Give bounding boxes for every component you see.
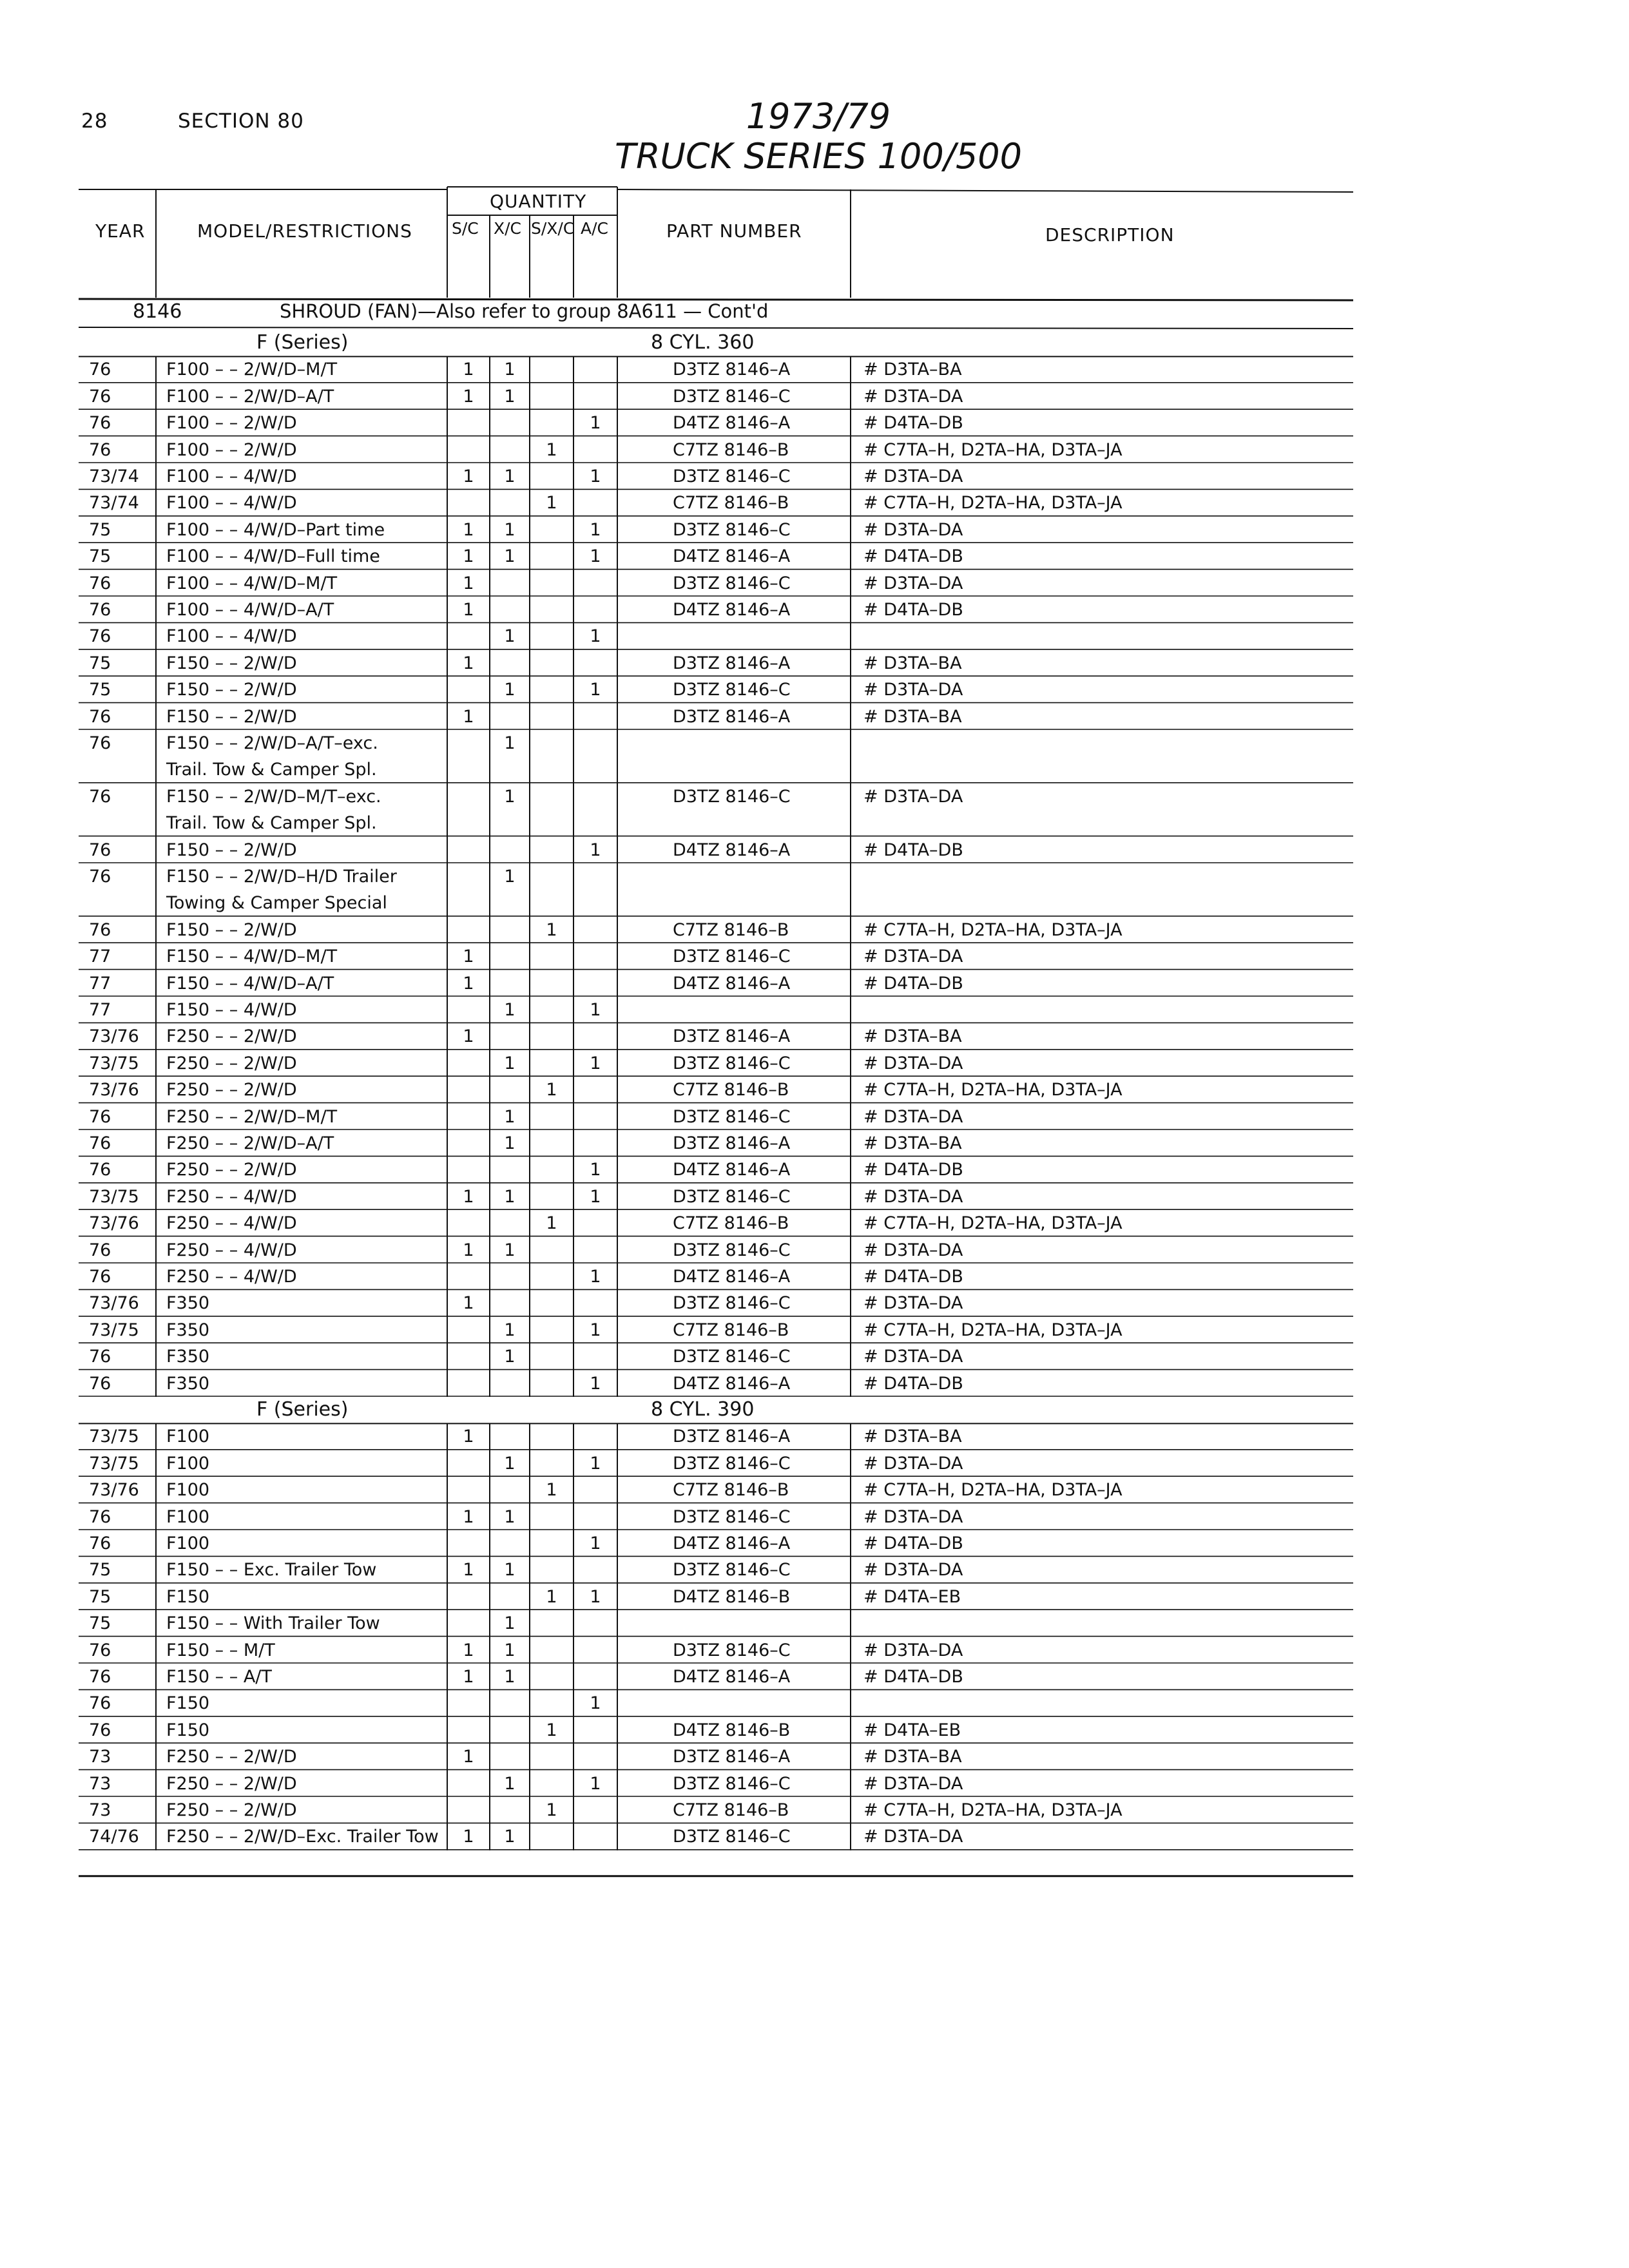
row-part-number: D3TZ 8146–C (673, 1293, 791, 1314)
row-model: F100 – – 4/W/D (166, 626, 297, 647)
row-qty-xc: 1 (504, 786, 516, 807)
row-year: 76 (89, 706, 111, 727)
row-year: 76 (89, 867, 111, 887)
row-model: F150 – – 2/W/D (166, 840, 297, 860)
col-quantity-header: QUANTITY (490, 191, 587, 212)
row-year: 76 (89, 1667, 111, 1687)
row-model: F100 (166, 1533, 210, 1553)
row-year: 76 (89, 840, 111, 860)
engine-label: 8 CYL. 390 (651, 1398, 755, 1421)
row-qty-xc: 1 (504, 360, 516, 380)
row-qty-sxc: 1 (546, 439, 557, 460)
row-qty-sc: 1 (463, 1506, 474, 1527)
section-label: SECTION 80 (178, 110, 304, 133)
series-label: F (Series) (256, 331, 349, 354)
row-year: 73/75 (89, 1427, 139, 1447)
row-qty-xc: 1 (504, 1827, 516, 1847)
row-year: 76 (89, 626, 111, 647)
row-model: F150 – – 2/W/D–A/T–exc. (166, 733, 378, 753)
row-year: 73 (89, 1773, 111, 1794)
row-description: # C7TA–H, D2TA–HA, D3TA–JA (863, 1800, 1123, 1820)
row-model: F250 – – 2/W/D (166, 1800, 297, 1820)
row-model: F150 – – A/T (166, 1667, 272, 1687)
row-year: 76 (89, 1373, 111, 1394)
row-model: F250 – – 4/W/D (166, 1186, 297, 1207)
row-part-number: D4TZ 8146–A (673, 413, 791, 434)
row-description: # D3TA–DA (863, 519, 963, 540)
row-description: # D4TA–DB (863, 973, 963, 994)
col-sc-header: S/C (452, 219, 479, 238)
row-description: # C7TA–H, D2TA–HA, D3TA–JA (863, 439, 1123, 460)
row-model: F250 – – 4/W/D (166, 1213, 297, 1234)
row-qty-sc: 1 (463, 1827, 474, 1847)
row-qty-ac: 1 (590, 1586, 601, 1607)
row-year: 76 (89, 386, 111, 407)
row-description: # D3TA–DA (863, 1640, 963, 1660)
row-year: 73/75 (89, 1453, 139, 1474)
row-model: F100 – – 2/W/D–A/T (166, 386, 334, 407)
row-description: # D3TA–DA (863, 573, 963, 593)
row-year: 75 (89, 653, 111, 673)
row-part-number: D3TZ 8146–C (673, 1053, 791, 1073)
row-year: 76 (89, 439, 111, 460)
row-year: 76 (89, 1240, 111, 1260)
row-qty-ac: 1 (590, 466, 601, 486)
row-description: # D3TA–BA (863, 1026, 962, 1047)
row-description: # C7TA–H, D2TA–HA, D3TA–JA (863, 1320, 1123, 1340)
row-qty-xc: 1 (504, 1347, 516, 1367)
row-model: F150 – – 4/W/D (166, 1000, 297, 1020)
row-part-number: D3TZ 8146–A (673, 1747, 791, 1767)
row-part-number: C7TZ 8146–B (673, 1320, 789, 1340)
row-part-number: C7TZ 8146–B (673, 1800, 789, 1820)
row-part-number: D4TZ 8146–B (673, 1586, 791, 1607)
row-part-number: D3TZ 8146–C (673, 1347, 791, 1367)
row-qty-sc: 1 (463, 1186, 474, 1207)
row-year: 76 (89, 600, 111, 620)
col-sxc-header: S/X/C (531, 219, 575, 238)
row-part-number: D3TZ 8146–C (673, 1506, 791, 1527)
row-qty-ac: 1 (590, 1373, 601, 1394)
row-model: F100 – – 4/W/D–Part time (166, 519, 385, 540)
row-part-number: C7TZ 8146–B (673, 439, 789, 460)
row-qty-sxc: 1 (546, 919, 557, 940)
row-part-number: D4TZ 8146–A (673, 1373, 791, 1394)
row-model-continued: Towing & Camper Special (166, 893, 387, 914)
col-description-header: DESCRIPTION (1045, 224, 1175, 245)
row-model: F150 – – 2/W/D (166, 919, 297, 940)
row-model: F100 – – 2/W/D (166, 439, 297, 460)
row-year: 76 (89, 360, 111, 380)
row-year: 73/76 (89, 1213, 139, 1234)
row-description: # D4TA–DB (863, 840, 963, 860)
row-model: F250 – – 4/W/D (166, 1267, 297, 1287)
row-description: # D4TA–DB (863, 546, 963, 567)
group-code: 8146 (133, 300, 182, 323)
row-qty-sc: 1 (463, 600, 474, 620)
row-model: F150 – – Exc. Trailer Tow (166, 1560, 377, 1581)
row-part-number: D4TZ 8146–A (673, 1160, 791, 1180)
row-description: # D3TA–DA (863, 1560, 963, 1581)
row-year: 73/76 (89, 1293, 139, 1314)
row-qty-xc: 1 (504, 466, 516, 486)
row-part-number: D3TZ 8146–C (673, 1773, 791, 1794)
row-model: F100 – – 4/W/D–Full time (166, 546, 380, 567)
row-part-number: C7TZ 8146–B (673, 1480, 789, 1501)
row-description: # D4TA–DB (863, 1267, 963, 1287)
row-model: F100 (166, 1453, 210, 1474)
row-qty-sc: 1 (463, 1560, 474, 1581)
row-qty-sxc: 1 (546, 1800, 557, 1820)
row-qty-sc: 1 (463, 653, 474, 673)
row-model: F350 (166, 1373, 210, 1394)
row-qty-xc: 1 (504, 867, 516, 887)
row-qty-xc: 1 (504, 626, 516, 647)
row-qty-ac: 1 (590, 1186, 601, 1207)
row-qty-xc: 1 (504, 1106, 516, 1127)
row-year: 76 (89, 1133, 111, 1153)
row-qty-sxc: 1 (546, 1480, 557, 1501)
row-part-number: D3TZ 8146–A (673, 706, 791, 727)
row-year: 75 (89, 519, 111, 540)
row-year: 76 (89, 1506, 111, 1527)
row-model: F100 – – 2/W/D (166, 413, 297, 434)
row-model: F250 – – 2/W/D–M/T (166, 1106, 338, 1127)
row-qty-sxc: 1 (546, 1720, 557, 1740)
row-model: F250 – – 4/W/D (166, 1240, 297, 1260)
row-part-number: D3TZ 8146–C (673, 1640, 791, 1660)
row-year: 73/76 (89, 1480, 139, 1501)
row-part-number: D3TZ 8146–A (673, 1133, 791, 1153)
row-model: F100 – – 4/W/D–A/T (166, 600, 334, 620)
row-part-number: D4TZ 8146–B (673, 1720, 791, 1740)
row-year: 73/75 (89, 1053, 139, 1073)
row-model: F100 – – 4/W/D (166, 466, 297, 486)
row-model: F250 – – 2/W/D (166, 1773, 297, 1794)
row-qty-sc: 1 (463, 546, 474, 567)
row-qty-xc: 1 (504, 1000, 516, 1020)
row-qty-xc: 1 (504, 1560, 516, 1581)
row-qty-sxc: 1 (546, 1213, 557, 1234)
row-qty-sc: 1 (463, 1427, 474, 1447)
row-part-number: D4TZ 8146–A (673, 1267, 791, 1287)
row-qty-xc: 1 (504, 1667, 516, 1687)
group-rule (79, 327, 1353, 329)
page-number: 28 (81, 110, 108, 133)
row-model: F250 – – 2/W/D (166, 1026, 297, 1047)
row-description: # D3TA–DA (863, 386, 963, 407)
row-year: 77 (89, 973, 111, 994)
row-year: 73/74 (89, 466, 139, 486)
row-part-number: D4TZ 8146–A (673, 840, 791, 860)
row-year: 76 (89, 733, 111, 753)
row-qty-sc: 1 (463, 1667, 474, 1687)
row-model: F250 – – 2/W/D (166, 1160, 297, 1180)
row-part-number: C7TZ 8146–B (673, 919, 789, 940)
row-qty-ac: 1 (590, 1773, 601, 1794)
row-model: F150 – – With Trailer Tow (166, 1613, 380, 1634)
row-part-number: D3TZ 8146–C (673, 573, 791, 593)
row-year: 73/76 (89, 1080, 139, 1100)
row-qty-ac: 1 (590, 1320, 601, 1340)
row-description: # D3TA–DA (863, 1240, 963, 1260)
row-model: F250 – – 2/W/D–A/T (166, 1133, 334, 1153)
row-qty-xc: 1 (504, 546, 516, 567)
row-qty-xc: 1 (504, 1453, 516, 1474)
engine-label: 8 CYL. 360 (651, 331, 755, 354)
row-qty-xc: 1 (504, 1506, 516, 1527)
row-description: # D3TA–BA (863, 1133, 962, 1153)
row-description: # D4TA–EB (863, 1586, 961, 1607)
row-year: 74/76 (89, 1827, 139, 1847)
row-qty-sc: 1 (463, 706, 474, 727)
col-part-header: PART NUMBER (666, 220, 802, 242)
row-qty-ac: 1 (590, 519, 601, 540)
row-description: # D4TA–DB (863, 1667, 963, 1687)
row-qty-xc: 1 (504, 1240, 516, 1260)
row-year: 76 (89, 1106, 111, 1127)
row-qty-xc: 1 (504, 1640, 516, 1660)
row-qty-sc: 1 (463, 1640, 474, 1660)
row-part-number: D3TZ 8146–C (673, 466, 791, 486)
row-part-number: D4TZ 8146–A (673, 1667, 791, 1687)
row-year: 75 (89, 1613, 111, 1634)
group-title: SHROUD (FAN)—Also refer to group 8A611 — Cont'd (280, 300, 769, 322)
row-qty-sc: 1 (463, 1293, 474, 1314)
row-qty-xc: 1 (504, 386, 516, 407)
row-year: 75 (89, 1560, 111, 1581)
row-qty-sc: 1 (463, 519, 474, 540)
title-years: 1973/79 (746, 96, 891, 137)
row-model: F150 – – 2/W/D (166, 653, 297, 673)
row-model: F150 (166, 1586, 210, 1607)
row-model: F150 – – 4/W/D–M/T (166, 947, 338, 967)
row-model: F100 – – 4/W/D (166, 493, 297, 514)
row-qty-sc: 1 (463, 1026, 474, 1047)
row-qty-xc: 1 (504, 680, 516, 700)
row-model: F150 – – 2/W/D–M/T–exc. (166, 786, 381, 807)
row-model: F100 (166, 1427, 210, 1447)
row-part-number: D3TZ 8146–A (673, 360, 791, 380)
row-qty-ac: 1 (590, 1000, 601, 1020)
row-description: # D4TA–DB (863, 600, 963, 620)
row-model-continued: Trail. Tow & Camper Spl. (166, 760, 377, 780)
row-part-number: D3TZ 8146–A (673, 653, 791, 673)
series-label: F (Series) (256, 1398, 349, 1421)
row-model: F100 (166, 1480, 210, 1501)
row-model: F100 (166, 1506, 210, 1527)
row-year: 76 (89, 1640, 111, 1660)
row-description: # C7TA–H, D2TA–HA, D3TA–JA (863, 919, 1123, 940)
row-part-number: D3TZ 8146–C (673, 1560, 791, 1581)
row-part-number: D3TZ 8146–C (673, 1186, 791, 1207)
row-qty-ac: 1 (590, 1453, 601, 1474)
row-year: 73/75 (89, 1186, 139, 1207)
row-year: 75 (89, 546, 111, 567)
row-description: # D3TA–DA (863, 947, 963, 967)
row-year: 76 (89, 413, 111, 434)
row-year: 76 (89, 786, 111, 807)
row-qty-ac: 1 (590, 413, 601, 434)
row-year: 76 (89, 1160, 111, 1180)
row-part-number: C7TZ 8146–B (673, 1213, 789, 1234)
row-description: # D4TA–EB (863, 1720, 961, 1740)
row-description: # C7TA–H, D2TA–HA, D3TA–JA (863, 1213, 1123, 1234)
row-model: F250 – – 2/W/D (166, 1080, 297, 1100)
row-qty-sc: 1 (463, 466, 474, 486)
row-qty-ac: 1 (590, 1533, 601, 1553)
row-part-number: D4TZ 8146–A (673, 546, 791, 567)
row-description: # D3TA–BA (863, 706, 962, 727)
row-part-number: D3TZ 8146–C (673, 1106, 791, 1127)
row-part-number: D3TZ 8146–C (673, 1453, 791, 1474)
row-year: 75 (89, 1586, 111, 1607)
row-part-number: D3TZ 8146–A (673, 1427, 791, 1447)
row-year: 76 (89, 1693, 111, 1714)
row-year: 73/75 (89, 1320, 139, 1340)
row-part-number: D4TZ 8146–A (673, 1533, 791, 1553)
row-description: # D3TA–DA (863, 1773, 963, 1794)
row-description: # D4TA–DB (863, 1373, 963, 1394)
row-description: # D3TA–DA (863, 1053, 963, 1073)
row-model: F250 – – 2/W/D–Exc. Trailer Tow (166, 1827, 439, 1847)
row-qty-sc: 1 (463, 360, 474, 380)
row-part-number: D3TZ 8146–C (673, 1827, 791, 1847)
row-part-number: C7TZ 8146–B (673, 493, 789, 514)
row-year: 75 (89, 680, 111, 700)
row-qty-ac: 1 (590, 1160, 601, 1180)
row-qty-sxc: 1 (546, 493, 557, 514)
row-qty-ac: 1 (590, 680, 601, 700)
row-description: # D3TA–DA (863, 1453, 963, 1474)
row-qty-sc: 1 (463, 973, 474, 994)
row-year: 73/76 (89, 1026, 139, 1047)
col-year-header: YEAR (95, 220, 146, 242)
row-part-number: D4TZ 8146–A (673, 600, 791, 620)
row-description: # D3TA–DA (863, 786, 963, 807)
row-description: # C7TA–H, D2TA–HA, D3TA–JA (863, 1480, 1123, 1501)
row-qty-sxc: 1 (546, 1080, 557, 1100)
row-qty-sc: 1 (463, 386, 474, 407)
row-description: # D3TA–DA (863, 680, 963, 700)
row-part-number: D4TZ 8146–A (673, 973, 791, 994)
row-part-number: D3TZ 8146–C (673, 386, 791, 407)
row-part-number: D3TZ 8146–C (673, 947, 791, 967)
row-part-number: D3TZ 8146–C (673, 680, 791, 700)
title-series: TRUCK SERIES 100/500 (614, 136, 1023, 177)
row-description: # D3TA–DA (863, 1347, 963, 1367)
row-model: F150 – – M/T (166, 1640, 275, 1660)
row-qty-sc: 1 (463, 573, 474, 593)
row-part-number: C7TZ 8146–B (673, 1080, 789, 1100)
row-model: F250 – – 2/W/D (166, 1747, 297, 1767)
row-qty-sc: 1 (463, 1240, 474, 1260)
row-model: F100 – – 4/W/D–M/T (166, 573, 338, 593)
header-top-rule (617, 189, 1353, 192)
row-qty-ac: 1 (590, 546, 601, 567)
row-model: F350 (166, 1320, 210, 1340)
row-description: # D3TA–BA (863, 1747, 962, 1767)
row-year: 76 (89, 1267, 111, 1287)
row-model-continued: Trail. Tow & Camper Spl. (166, 813, 377, 834)
row-qty-ac: 1 (590, 840, 601, 860)
row-qty-xc: 1 (504, 1133, 516, 1153)
row-description: # D3TA–DA (863, 1106, 963, 1127)
row-qty-xc: 1 (504, 1773, 516, 1794)
row-year: 77 (89, 1000, 111, 1020)
row-description: # C7TA–H, D2TA–HA, D3TA–JA (863, 1080, 1123, 1100)
row-part-number: D3TZ 8146–C (673, 786, 791, 807)
row-model: F150 (166, 1720, 210, 1740)
row-year: 73 (89, 1800, 111, 1820)
row-qty-ac: 1 (590, 1053, 601, 1073)
row-qty-xc: 1 (504, 733, 516, 753)
row-qty-xc: 1 (504, 519, 516, 540)
row-description: # D3TA–BA (863, 653, 962, 673)
row-description: # D3TA–DA (863, 1506, 963, 1527)
row-qty-xc: 1 (504, 1613, 516, 1634)
row-year: 73/74 (89, 493, 139, 514)
col-model-header: MODEL/RESTRICTIONS (197, 220, 412, 242)
row-model: F350 (166, 1347, 210, 1367)
row-model: F350 (166, 1293, 210, 1314)
row-description: # D3TA–DA (863, 466, 963, 486)
row-part-number: D3TZ 8146–A (673, 1026, 791, 1047)
col-ac-header: A/C (581, 219, 608, 238)
row-part-number: D3TZ 8146–C (673, 519, 791, 540)
row-year: 76 (89, 1347, 111, 1367)
row-model: F150 – – 2/W/D–H/D Trailer (166, 867, 397, 887)
row-qty-ac: 1 (590, 626, 601, 647)
row-qty-xc: 1 (504, 1186, 516, 1207)
row-year: 73 (89, 1747, 111, 1767)
row-qty-ac: 1 (590, 1267, 601, 1287)
row-model: F150 – – 2/W/D (166, 706, 297, 727)
row-year: 76 (89, 573, 111, 593)
row-qty-xc: 1 (504, 1053, 516, 1073)
row-year: 76 (89, 1533, 111, 1553)
row-part-number: D3TZ 8146–C (673, 1240, 791, 1260)
row-description: # D4TA–DB (863, 1533, 963, 1553)
row-model: F150 (166, 1693, 210, 1714)
row-description: # C7TA–H, D2TA–HA, D3TA–JA (863, 493, 1123, 514)
row-qty-ac: 1 (590, 1693, 601, 1714)
row-description: # D3TA–DA (863, 1827, 963, 1847)
row-model: F250 – – 2/W/D (166, 1053, 297, 1073)
row-qty-xc: 1 (504, 1320, 516, 1340)
row-model: F150 – – 4/W/D–A/T (166, 973, 334, 994)
row-description: # D4TA–DB (863, 1160, 963, 1180)
row-qty-sc: 1 (463, 1747, 474, 1767)
row-description: # D3TA–DA (863, 1293, 963, 1314)
row-qty-sxc: 1 (546, 1586, 557, 1607)
row-year: 76 (89, 1720, 111, 1740)
row-model: F150 – – 2/W/D (166, 680, 297, 700)
row-description: # D4TA–DB (863, 413, 963, 434)
row-year: 76 (89, 919, 111, 940)
row-description: # D3TA–DA (863, 1186, 963, 1207)
row-year: 77 (89, 947, 111, 967)
col-xc-header: X/C (494, 219, 522, 238)
row-description: # D3TA–BA (863, 360, 962, 380)
row-description: # D3TA–BA (863, 1427, 962, 1447)
row-model: F100 – – 2/W/D–M/T (166, 360, 338, 380)
row-qty-sc: 1 (463, 947, 474, 967)
